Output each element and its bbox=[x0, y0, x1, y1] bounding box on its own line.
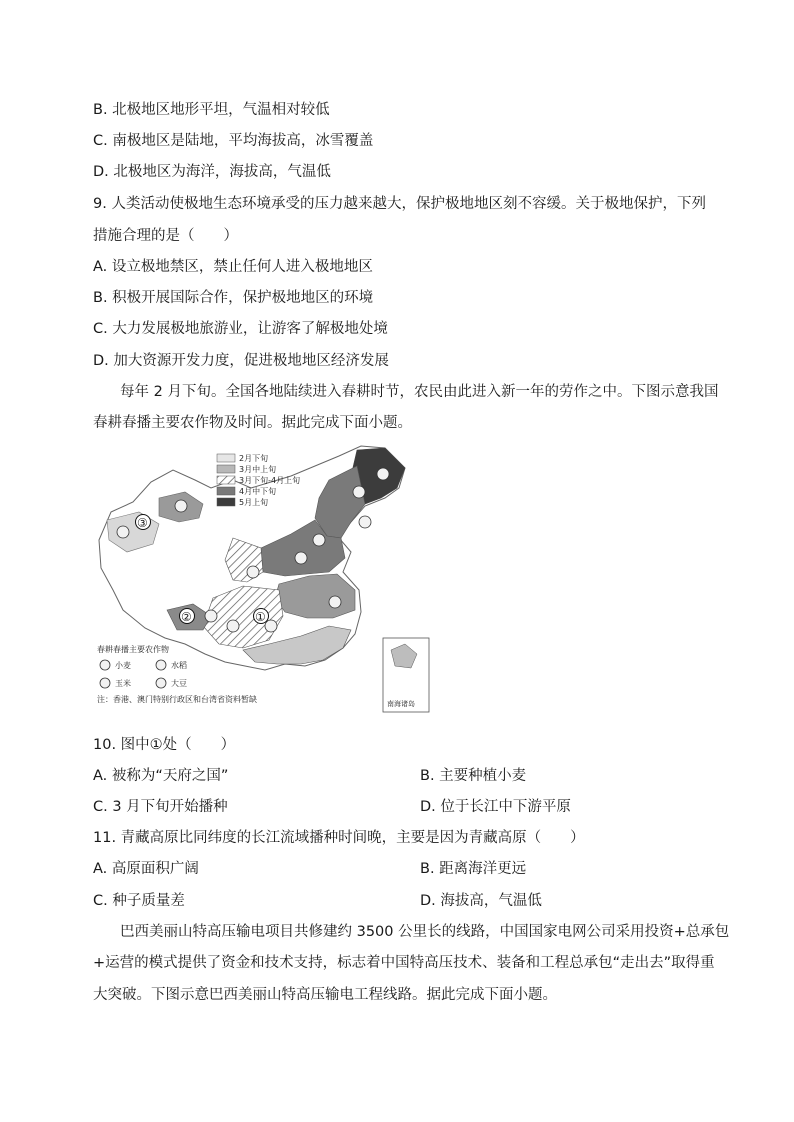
wheat-icon bbox=[295, 552, 307, 564]
q9-option-a: A. 设立极地禁区，禁止任何人进入极地地区 bbox=[93, 259, 373, 275]
corn-icon bbox=[100, 678, 110, 688]
q10-option-d: D. 位于长江中下游平原 bbox=[420, 799, 571, 815]
corn-icon bbox=[227, 620, 239, 632]
passage-power-line-3: 大突破。下图示意巴西美丽山特高压输电工程线路。据此完成下面小题。 bbox=[93, 987, 557, 1003]
wheat-icon bbox=[117, 526, 129, 538]
q9-option-d: D. 加大资源开发力度，促进极地地区经济发展 bbox=[93, 353, 389, 369]
crop-legend-title: 春耕春播主要农作物 bbox=[97, 645, 169, 654]
q8-option-b: B. 北极地区地形平坦，气温相对较低 bbox=[93, 102, 330, 118]
q9-option-b: B. 积极开展国际合作，保护极地地区的环境 bbox=[93, 290, 374, 306]
legend-item-5: 5月上旬 bbox=[239, 498, 269, 507]
passage-power-line-1: 巴西美丽山特高压输电项目共修建约 3500 公里长的线路，中国国家电网公司采用投资+总承包 bbox=[120, 924, 730, 940]
wheat-icon bbox=[100, 660, 110, 670]
soybean-icon bbox=[156, 678, 166, 688]
q11-option-a: A. 高原面积广阔 bbox=[93, 861, 199, 877]
passage-power-line-2: +运营的模式提供了资金和技术支持，标志着中国特高压技术、装备和工程总承包“走出去”取得重 bbox=[93, 955, 715, 971]
wheat-icon bbox=[175, 500, 187, 512]
marker-2: ② bbox=[181, 610, 192, 624]
map-note: 注：香港、澳门特别行政区和台湾省资料暂缺 bbox=[97, 695, 257, 704]
q10-option-b: B. 主要种植小麦 bbox=[420, 768, 527, 784]
corn-icon bbox=[313, 534, 325, 546]
q8-option-d: D. 北极地区为海洋，海拔高，气温低 bbox=[93, 164, 331, 180]
q10-option-a: A. 被称为“天府之国” bbox=[93, 768, 229, 784]
marker-1: ① bbox=[255, 610, 266, 624]
legend-item-3: 3月下旬-4月上旬 bbox=[239, 476, 301, 485]
inset-label: 南海诸岛 bbox=[387, 700, 415, 708]
passage-spring-farming-1: 每年 2 月下旬。全国各地陆续进入春耕时节，农民由此进入新一年的劳作之中。下图示意我国 bbox=[120, 384, 719, 400]
crop-wheat-label: 小麦 bbox=[115, 661, 131, 670]
rice-icon bbox=[329, 596, 341, 608]
rice-icon bbox=[359, 516, 371, 528]
q10-option-c: C. 3 月下旬开始播种 bbox=[93, 799, 228, 815]
legend-item-2: 3月中上旬 bbox=[239, 465, 277, 474]
soybean-icon bbox=[353, 486, 365, 498]
q11-option-d: D. 海拔高，气温低 bbox=[420, 893, 542, 909]
rice-icon bbox=[156, 660, 166, 670]
crop-soybean-label: 大豆 bbox=[171, 679, 187, 688]
q11-stem: 11. 青藏高原比同纬度的长江流域播种时间晚，主要是因为青藏高原（ ） bbox=[93, 830, 585, 846]
crop-rice-label: 水稻 bbox=[171, 661, 187, 670]
q9-stem-line-1: 9. 人类活动使极地生态环境承受的压力越来越大，保护极地地区刻不容缓。关于极地保护，下列 bbox=[93, 196, 706, 212]
q10-stem: 10. 图中①处（ ） bbox=[93, 737, 236, 753]
rice-icon bbox=[265, 620, 277, 632]
passage-spring-farming-2: 春耕春播主要农作物及时间。据此完成下面小题。 bbox=[93, 415, 412, 431]
q11-option-c: C. 种子质量差 bbox=[93, 893, 185, 909]
corn-icon bbox=[377, 468, 389, 480]
legend-item-4: 4月中下旬 bbox=[239, 487, 277, 496]
china-spring-planting-map bbox=[93, 440, 435, 716]
rice-icon bbox=[205, 610, 217, 622]
marker-3: ③ bbox=[137, 516, 148, 530]
q11-option-b: B. 距离海洋更远 bbox=[420, 861, 527, 877]
q9-stem-line-2: 措施合理的是（ ） bbox=[93, 228, 238, 244]
q8-option-c: C. 南极地区是陆地，平均海拔高，冰雪覆盖 bbox=[93, 133, 374, 149]
q9-option-c: C. 大力发展极地旅游业，让游客了解极地处境 bbox=[93, 321, 388, 337]
crop-corn-label: 玉米 bbox=[115, 679, 131, 688]
corn-icon bbox=[247, 566, 259, 578]
legend-item-1: 2月下旬 bbox=[239, 454, 269, 463]
